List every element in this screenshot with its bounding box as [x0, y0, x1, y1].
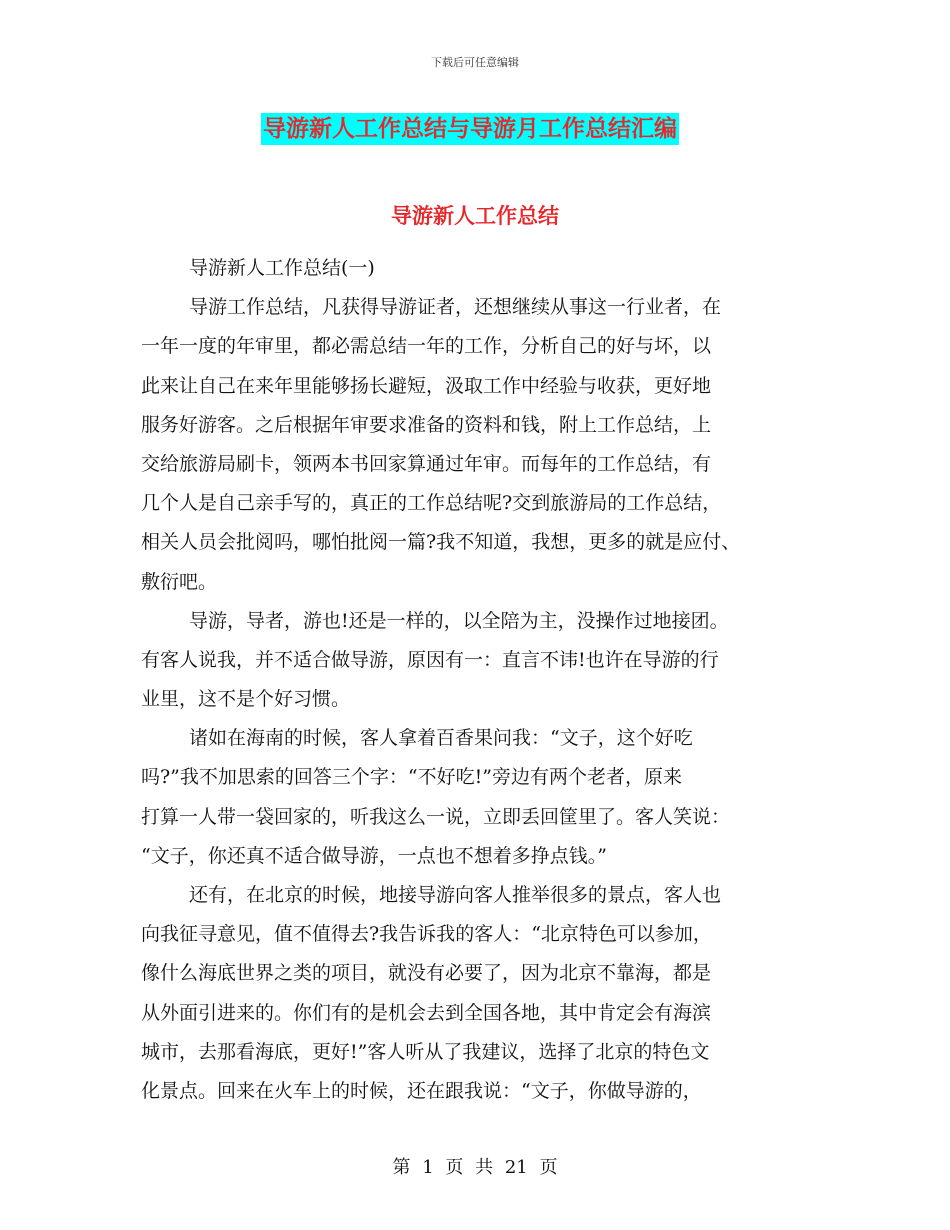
text-line: 打算一人带一袋回家的，听我这么一说，立即丢回筐里了。客人笑说： — [141, 805, 731, 828]
header-note: 下载后可任意编辑 — [431, 56, 519, 69]
text-line: 交给旅游局刷卡，领两本书回家算通过年审。而每年的工作总结，有 — [141, 452, 712, 475]
body-text — [141, 249, 821, 1111]
text-line: 像什么海底世界之类的项目，就没有必要了，因为北京不靠海，都是 — [141, 962, 712, 985]
text-line: 敷衍吧。 — [141, 570, 218, 593]
page-number-footer: 第 1 页 共 21 页 — [392, 1157, 558, 1178]
paragraph-heading: 导游新人工作总结(一) — [189, 257, 375, 279]
text-line: 还有，在北京的时候，地接导游向客人推举很多的景点，客人也 — [189, 884, 722, 906]
text-line: 导游，导者，游也!还是一样的，以全陪为主，没操作过地接团。 — [189, 609, 729, 632]
text-line: 一年一度的年审里，都必需总结一年的工作，分析自己的好与坏，以 — [141, 335, 712, 358]
text-line: 从外面引进来的。你们有的是机会去到全国各地，其中肯定会有海滨 — [141, 1001, 712, 1024]
text-line: “文子，你还真不适合做导游，一点也不想着多挣点钱。” — [141, 844, 607, 867]
text-line: 导游工作总结，凡获得导游证者，还想继续从事这一行业者，在 — [189, 296, 722, 319]
text-line: 向我征寻意见，值不值得去?我告诉我的客人：“北京特色可以参加， — [141, 923, 712, 946]
text-line: 此来让自己在来年里能够扬长避短，汲取工作中经验与收获，更好地 — [141, 374, 712, 397]
text-line: 有客人说我，并不适合做导游，原因有一：直言不讳!也许在导游的行 — [141, 648, 719, 671]
text-line: 业里，这不是个好习惯。 — [141, 688, 351, 711]
text-line: 服务好游客。之后根据年审要求准备的资料和钱，附上工作总结，上 — [141, 413, 712, 436]
text-line: 化景点。回来在火车上的时候，还在跟我说：“文子，你做导游的， — [141, 1079, 702, 1102]
text-line: 诸如在海南的时候，客人拿着百香果问我：“文子，这个好吃 — [189, 727, 693, 750]
section-title: 导游新人工作总结 — [391, 204, 559, 228]
text-line: 吗?”我不加思索的回答三个字：“不好吃!”旁边有两个老者，原来 — [141, 766, 682, 789]
text-line: 几个人是自己亲手写的，真正的工作总结呢?交到旅游局的工作总结， — [141, 492, 722, 515]
text-line: 相关人员会批阅吗，哪怕批阅一篇?我不知道，我想，更多的就是应付、 — [141, 531, 741, 554]
text-line: 城市，去那看海底，更好!”客人听从了我建议，选择了北京的特色文 — [141, 1040, 710, 1063]
document-title: 导游新人工作总结与导游月工作总结汇编 — [261, 113, 679, 145]
